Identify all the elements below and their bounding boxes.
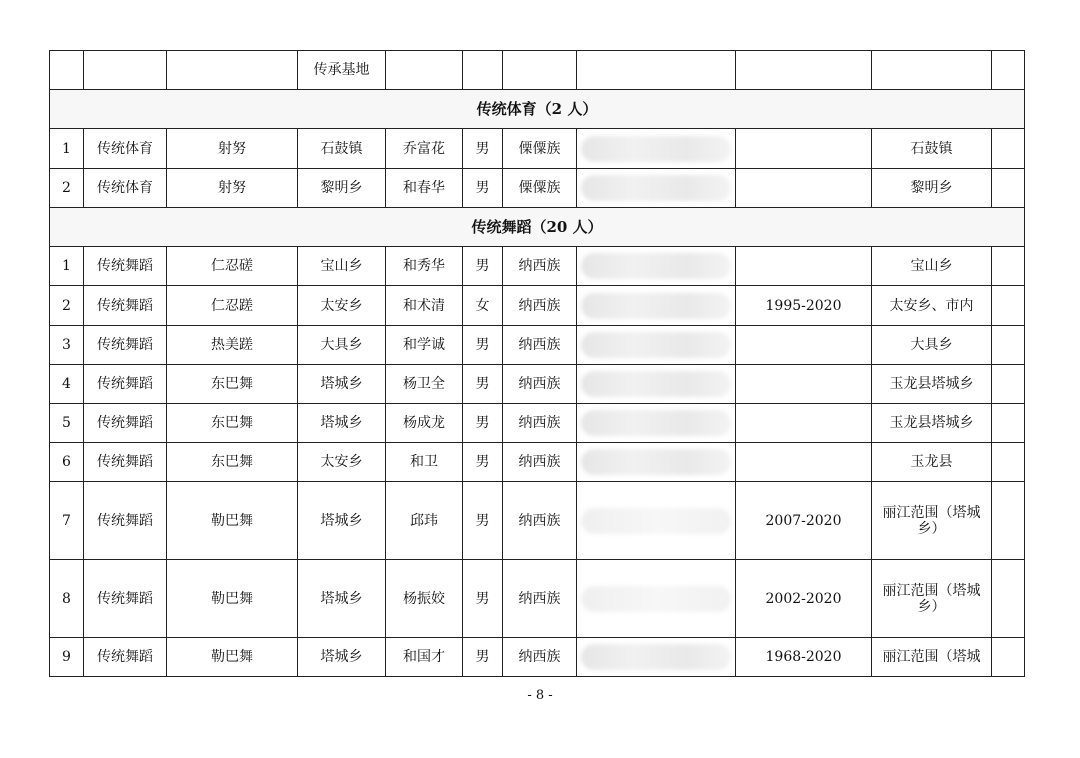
cell-gender: 男 [463,326,503,365]
cell-category: 传统体育 [84,169,167,208]
cell-ethnicity: 纳西族 [503,326,577,365]
cell-ethnicity: 纳西族 [503,247,577,286]
table-cell [167,51,298,90]
table-row [50,247,1025,286]
cell-category: 传统舞蹈 [84,247,167,286]
cell-no: 7 [50,482,84,560]
redaction-blur [581,253,731,279]
cell-years: 2002-2020 [736,560,872,638]
cell-scope: 玉龙县塔城乡 [872,365,992,404]
cell-no: 1 [50,129,84,169]
cell-name: 杨成龙 [386,404,463,443]
cell-project: 仁忍磋 [167,247,298,286]
redacted-cell [577,247,736,286]
cell-project: 勒巴舞 [167,560,298,638]
redacted-cell [577,365,736,404]
cell-project: 射努 [167,129,298,169]
table-row [50,560,1025,638]
redaction-blur [581,332,731,358]
redacted-cell [577,326,736,365]
cell-extra [992,365,1025,404]
cell-region: 塔城乡 [298,482,386,560]
cell-gender: 男 [463,443,503,482]
cell-category: 传统舞蹈 [84,286,167,326]
cell-ethnicity: 纳西族 [503,365,577,404]
cell-scope: 大具乡 [872,326,992,365]
cell-project: 射努 [167,169,298,208]
cell-no: 9 [50,638,84,677]
cell-gender: 男 [463,404,503,443]
cell-no: 8 [50,560,84,638]
cell-ethnicity: 纳西族 [503,443,577,482]
cell-project: 东巴舞 [167,365,298,404]
redaction-blur [581,508,731,534]
cell-region: 塔城乡 [298,560,386,638]
cell-name: 和术清 [386,286,463,326]
redacted-cell [577,404,736,443]
cell-region: 太安乡 [298,443,386,482]
cell-ethnicity: 纳西族 [503,404,577,443]
cell-scope: 太安乡、市内 [872,286,992,326]
cell-years: 1968-2020 [736,638,872,677]
table-cell [386,51,463,90]
cell-extra [992,404,1025,443]
cell-name: 乔富花 [386,129,463,169]
cell-no: 3 [50,326,84,365]
table-cell [992,51,1025,90]
cell-years [736,129,872,169]
cell-name: 和秀华 [386,247,463,286]
cell-gender: 男 [463,482,503,560]
redaction-blur [581,175,731,201]
redaction-blur [581,449,731,475]
cell-ethnicity: 纳西族 [503,286,577,326]
redaction-blur [581,136,731,162]
table-cell [872,51,992,90]
cell-scope: 丽江范围（塔城乡） [872,482,992,560]
cell-extra [992,286,1025,326]
cell-region: 大具乡 [298,326,386,365]
section-title: 传统体育（2 人） [50,90,1025,129]
cell-no: 6 [50,443,84,482]
cell-no: 5 [50,404,84,443]
cell-category: 传统舞蹈 [84,443,167,482]
cell-region: 黎明乡 [298,169,386,208]
table-row [50,482,1025,560]
cell-name: 杨卫全 [386,365,463,404]
cell-name: 杨振姣 [386,560,463,638]
cell-extra [992,560,1025,638]
table-row [50,169,1025,208]
redacted-cell [577,560,736,638]
cell-extra [992,638,1025,677]
cell-category: 传统舞蹈 [84,404,167,443]
cell-no: 2 [50,169,84,208]
cell-project: 东巴舞 [167,443,298,482]
table-cell [463,51,503,90]
cell-name: 和学诚 [386,326,463,365]
table-cell [736,51,872,90]
cell-category: 传统舞蹈 [84,326,167,365]
cell-scope: 石鼓镇 [872,129,992,169]
redaction-blur [581,293,731,319]
cell-extra [992,443,1025,482]
section-header [50,90,1025,129]
table-row [50,443,1025,482]
cell-ethnicity: 纳西族 [503,638,577,677]
cell-region: 石鼓镇 [298,129,386,169]
cell-scope: 丽江范围（塔城 [872,638,992,677]
cell-category: 传统体育 [84,129,167,169]
cell-extra [992,482,1025,560]
cell-scope: 丽江范围（塔城乡） [872,560,992,638]
cell-years [736,169,872,208]
cell-gender: 男 [463,560,503,638]
redacted-cell [577,443,736,482]
cell-name: 邱玮 [386,482,463,560]
cell-project: 勒巴舞 [167,482,298,560]
cell-project: 仁忍蹉 [167,286,298,326]
cell-gender: 男 [463,247,503,286]
cell-scope: 黎明乡 [872,169,992,208]
cell-project: 勒巴舞 [167,638,298,677]
cell-years [736,404,872,443]
redaction-blur [581,586,731,612]
cell-years: 1995-2020 [736,286,872,326]
cell-extra [992,247,1025,286]
cell-ethnicity: 傈僳族 [503,169,577,208]
redacted-cell [577,286,736,326]
cell-category: 传统舞蹈 [84,365,167,404]
cell-no: 1 [50,247,84,286]
cell-region: 塔城乡 [298,365,386,404]
cell-years [736,365,872,404]
heritage-inheritor-table [49,50,1025,677]
cell-region: 塔城乡 [298,638,386,677]
table-row [50,326,1025,365]
cell-category: 传统舞蹈 [84,638,167,677]
cell-scope: 宝山乡 [872,247,992,286]
cell-extra [992,129,1025,169]
table-cell [84,51,167,90]
cell-gender: 男 [463,129,503,169]
table-cell [577,51,736,90]
table-row [50,286,1025,326]
redacted-cell [577,482,736,560]
section-header [50,208,1025,247]
cell-scope: 玉龙县塔城乡 [872,404,992,443]
cell-category: 传统舞蹈 [84,560,167,638]
table-cell [50,51,84,90]
cell-name: 和国才 [386,638,463,677]
cell-gender: 男 [463,169,503,208]
cell-gender: 女 [463,286,503,326]
cell-years [736,443,872,482]
cell-years [736,326,872,365]
redaction-blur [581,371,731,397]
cell-region: 塔城乡 [298,404,386,443]
cell-extra [992,326,1025,365]
cell-no: 4 [50,365,84,404]
cell-ethnicity: 纳西族 [503,560,577,638]
cell-gender: 男 [463,365,503,404]
redaction-blur [581,644,731,670]
cell-ethnicity: 傈僳族 [503,129,577,169]
page-number: - 8 - [527,688,553,703]
cell-years [736,247,872,286]
table-cell: 传承基地 [298,51,386,90]
cell-project: 热美蹉 [167,326,298,365]
cell-gender: 男 [463,638,503,677]
cell-name: 和卫 [386,443,463,482]
cell-name: 和春华 [386,169,463,208]
cell-project: 东巴舞 [167,404,298,443]
cell-region: 太安乡 [298,286,386,326]
section-title: 传统舞蹈（20 人） [50,208,1025,247]
table-row [50,51,1025,90]
cell-no: 2 [50,286,84,326]
table-cell [503,51,577,90]
cell-years: 2007-2020 [736,482,872,560]
table-row [50,404,1025,443]
table-row [50,129,1025,169]
cell-category: 传统舞蹈 [84,482,167,560]
redacted-cell [577,129,736,169]
redaction-blur [581,410,731,436]
cell-ethnicity: 纳西族 [503,482,577,560]
cell-scope: 玉龙县 [872,443,992,482]
redacted-cell [577,169,736,208]
cell-extra [992,169,1025,208]
cell-region: 宝山乡 [298,247,386,286]
table-row [50,365,1025,404]
table-row [50,638,1025,677]
redacted-cell [577,638,736,677]
